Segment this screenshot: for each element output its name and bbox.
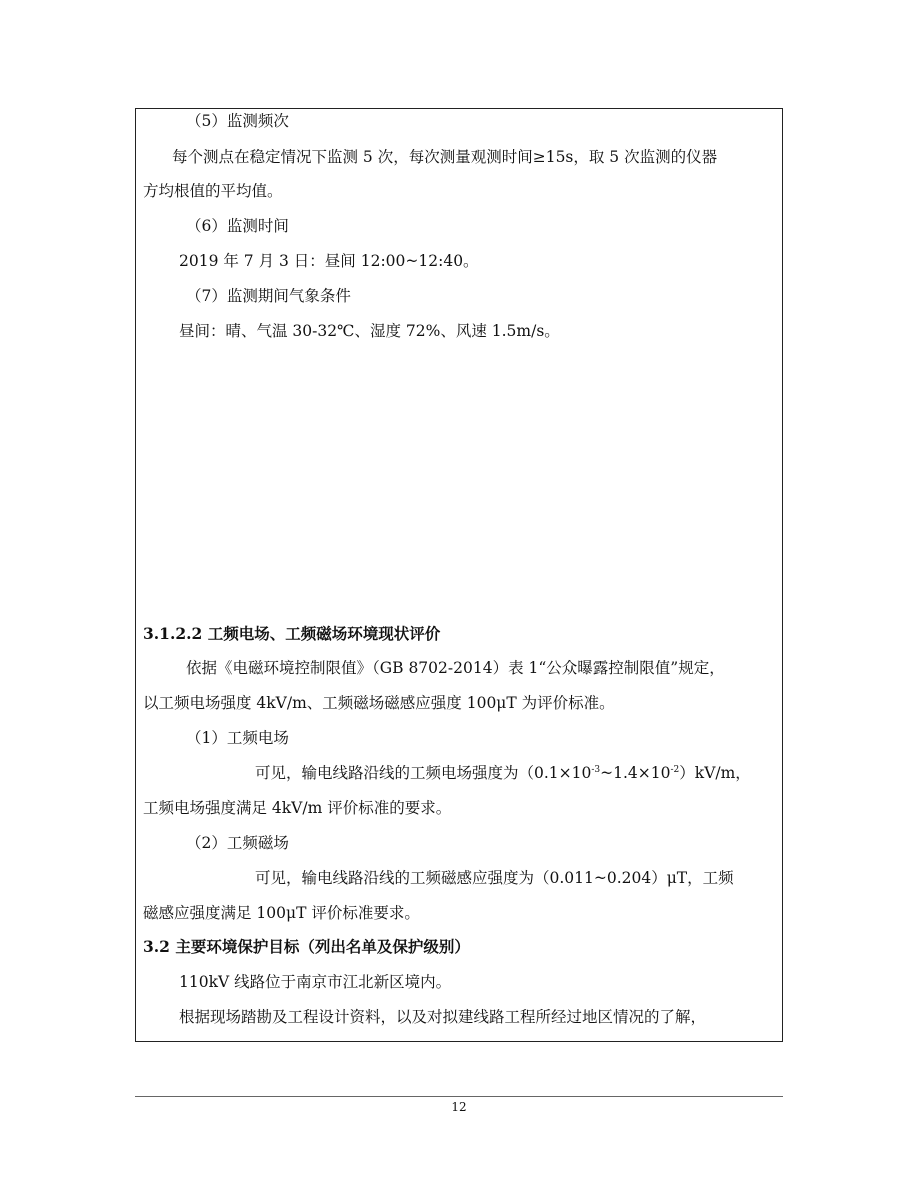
section3-line1: 110kV 线路位于南京市江北新区境内。 xyxy=(179,973,452,991)
footer-rule xyxy=(135,1096,783,1097)
section-heading-3-1-2-2: 3.1.2.2 工频电场、工频磁场环境现状评价 xyxy=(143,624,441,643)
section3-line2: 根据现场踏勘及工程设计资料，以及对拟建线路工程所经过地区情况的了解， xyxy=(179,1008,707,1026)
magnetic-field-line1: 可见，输电线路沿线的工频磁感应强度为（0.011~0.204）μT，工频 xyxy=(255,869,734,887)
item6-text: 2019 年 7 月 3 日：昼间 12:00~12:40。 xyxy=(179,252,479,270)
magnetic-field-heading: （2）工频磁场 xyxy=(186,834,289,852)
intro-line1: 依据《电磁环境控制限值》（GB 8702-2014）表 1“公众曝露控制限值”规定， xyxy=(186,659,725,677)
item5-heading: （5）监测频次 xyxy=(186,112,289,130)
item7-heading: （7）监测期间气象条件 xyxy=(186,287,351,305)
item6-heading: （6）监测时间 xyxy=(186,217,289,235)
item5-text-line1: 每个测点在稳定情况下监测 5 次，每次测量观测时间≥15s，取 5 次监测的仪器 xyxy=(172,148,718,166)
item5-text-line2: 方均根值的平均值。 xyxy=(143,182,283,200)
electric-field-heading: （1）工频电场 xyxy=(186,729,289,747)
electric-field-line2: 工频电场强度满足 4kV/m 评价标准的要求。 xyxy=(143,799,452,817)
item7-text: 昼间：晴、气温 30-32℃、湿度 72%、风速 1.5m/s。 xyxy=(179,322,560,340)
page-number: 12 xyxy=(451,1100,467,1114)
electric-field-line1: 可见，输电线路沿线的工频电场强度为$(0.1\times 10^{-3}\sim 1.4\times 10^{-2})kV/m$， xyxy=(255,764,751,782)
content-frame xyxy=(135,108,783,1042)
intro-line2: 以工频电场强度 4kV/m、工频磁场磁感应强度 100μT 为评价标准。 xyxy=(143,694,615,712)
section-heading-3-2: 3.2 主要环境保护目标（列出名单及保护级别） xyxy=(143,937,470,956)
magnetic-field-line2: 磁感应强度满足 100μT 评价标准要求。 xyxy=(143,904,420,922)
